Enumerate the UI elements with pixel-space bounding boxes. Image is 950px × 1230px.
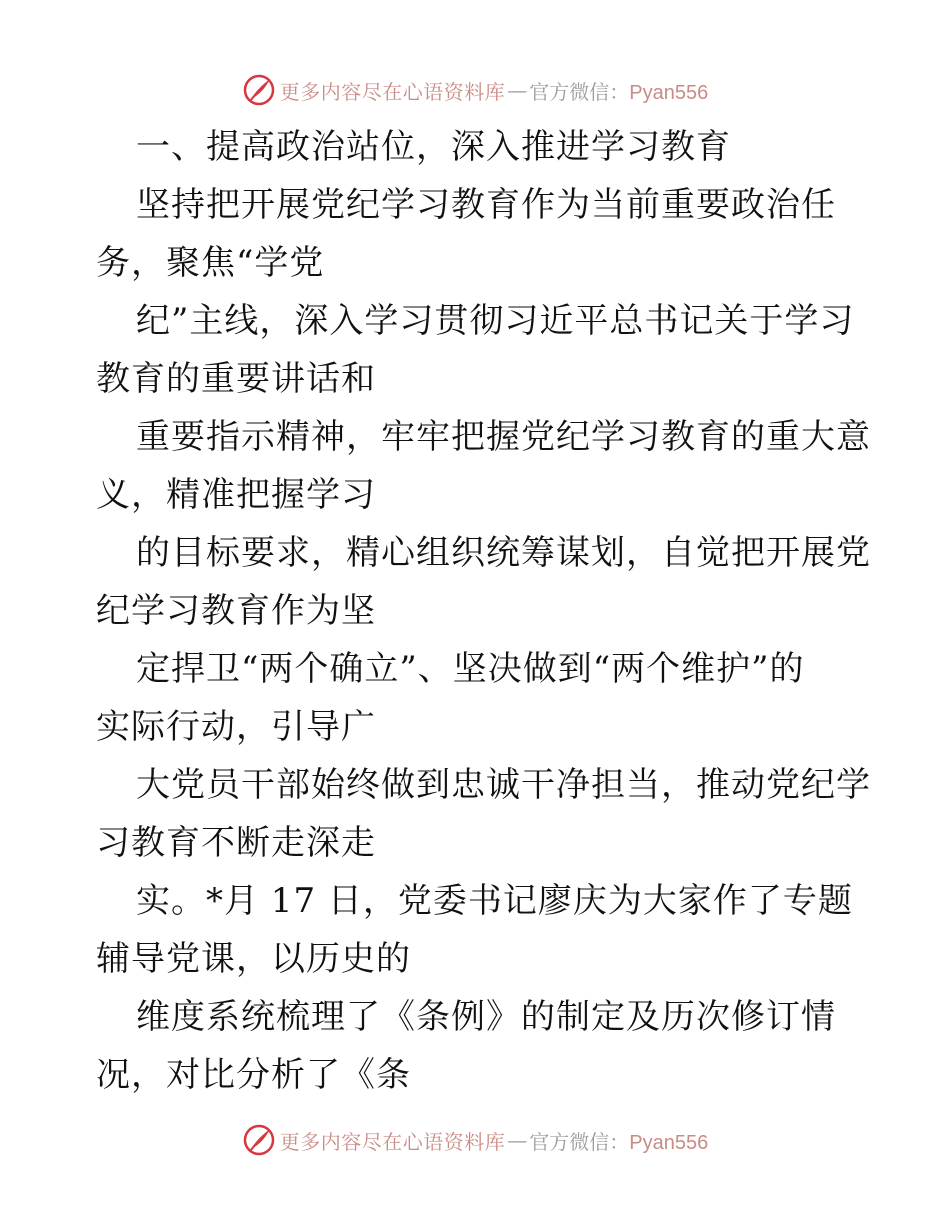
watermark-site-text: 更多内容尽在心语资料库	[279, 1129, 506, 1154]
feather-pen-logo-icon	[242, 73, 276, 107]
watermark-contact	[529, 1126, 708, 1155]
watermark-contact-handle: Pyan556	[629, 81, 709, 104]
document-line: 务，聚焦“学党	[96, 243, 325, 283]
document-line: 实际行动，引导广	[96, 707, 376, 747]
document-line: 坚持把开展党纪学习教育作为当前重要政治任	[136, 185, 836, 225]
document-line: 定捍卫“两个确立”、坚决做到“两个维护”的	[136, 649, 805, 689]
document-line: 一、提高政治站位，深入推进学习教育	[136, 127, 731, 167]
document-body	[96, 118, 871, 1104]
document-line: 纪学习教育作为坚	[96, 591, 376, 631]
watermark-separator: —	[507, 1128, 528, 1152]
feather-pen-logo-icon	[242, 1123, 276, 1157]
watermark-contact-handle: Pyan556	[629, 1131, 709, 1154]
watermark-separator: —	[507, 78, 528, 102]
document-line: 实。*月 17 日，党委书记廖庆为大家作了专题	[136, 881, 853, 921]
watermark-contact-label: 官方微信：	[529, 1129, 630, 1154]
watermark-contact	[529, 76, 708, 105]
document-line: 重要指示精神，牢牢把握党纪学习教育的重大意	[136, 417, 871, 457]
watermark-contact-label: 官方微信：	[529, 79, 630, 104]
document-line: 况，对比分析了《条	[96, 1055, 411, 1095]
document-line: 大党员干部始终做到忠诚干净担当，推动党纪学	[136, 765, 871, 805]
document-line: 的目标要求，精心组织统筹谋划，自觉把开展党	[136, 533, 871, 573]
document-line: 维度系统梳理了《条例》的制定及历次修订情	[136, 997, 836, 1037]
watermark-site-text: 更多内容尽在心语资料库	[279, 79, 506, 104]
document-line: 习教育不断走深走	[96, 823, 376, 863]
header-watermark	[0, 70, 950, 110]
document-line: 纪”主线，深入学习贯彻习近平总书记关于学习	[136, 301, 855, 341]
footer-watermark	[0, 1120, 950, 1160]
document-line: 辅导党课，以历史的	[96, 939, 411, 979]
document-line: 义，精准把握学习	[96, 475, 376, 515]
document-line: 教育的重要讲话和	[96, 359, 376, 399]
